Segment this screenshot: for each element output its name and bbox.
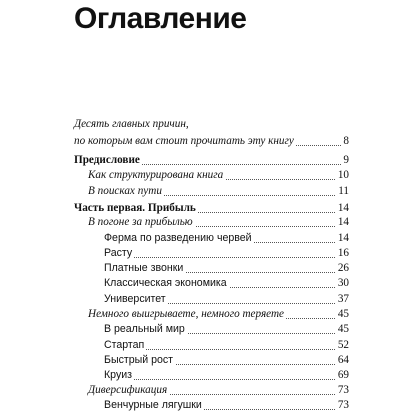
- toc-entry-title: по которым вам стоит прочитать эту книгу: [74, 135, 294, 147]
- toc-entry-title: В реальный мир: [104, 323, 185, 335]
- toc-entry[interactable]: [0, 276, 420, 290]
- toc-page-number: 45: [337, 308, 349, 320]
- toc-entry-title: Классическая экономика: [104, 277, 227, 289]
- toc-page-number: 8: [343, 135, 349, 147]
- toc-entry-title: В поисках пути: [88, 185, 162, 197]
- toc-entry[interactable]: [0, 117, 420, 131]
- toc-entry[interactable]: [0, 338, 420, 352]
- toc-page-number: 30: [337, 277, 349, 289]
- toc-entry-title: Немного выигрываете, немного теряете: [88, 308, 285, 320]
- toc-entry[interactable]: [0, 353, 420, 367]
- toc-entry-title: Стартап: [104, 339, 145, 351]
- toc-page-number: 14: [337, 216, 349, 228]
- toc-entry-title: Круиз: [104, 369, 133, 381]
- toc-entry-title: Десять главных причин,: [74, 118, 189, 130]
- toc-entry[interactable]: [0, 398, 420, 412]
- toc-page-number: 64: [337, 354, 349, 366]
- toc-entry[interactable]: [0, 168, 420, 182]
- toc-page-number: 14: [337, 202, 349, 214]
- toc-entry-title: В погоне за прибылью: [88, 216, 193, 228]
- toc-entry-title: Предисловие: [74, 154, 140, 166]
- toc-page-number: 37: [337, 293, 349, 305]
- toc-entry[interactable]: [0, 153, 420, 167]
- toc-page-number: 14: [337, 232, 349, 244]
- toc-entry-title: Как структурирована книга: [88, 169, 224, 181]
- toc-entry-title: Платные звонки: [104, 262, 184, 274]
- toc-page-number: 10: [337, 169, 349, 181]
- toc-page-number: 69: [337, 369, 349, 381]
- toc-entry-title: Расту: [104, 247, 133, 259]
- toc-page-number: 26: [337, 262, 349, 274]
- toc-entry-title: Быстрый рост: [104, 354, 174, 366]
- toc-page-number: 45: [337, 323, 349, 335]
- dot-leader: [104, 378, 349, 380]
- dot-leader: [104, 256, 349, 258]
- toc-entry[interactable]: [0, 261, 420, 275]
- toc-entry[interactable]: [0, 368, 420, 382]
- toc-entry[interactable]: [0, 307, 420, 321]
- toc-entry[interactable]: [0, 201, 420, 215]
- toc-page-number: 52: [337, 339, 349, 351]
- toc-entry-title: Ферма по разведению червей: [104, 232, 252, 244]
- toc-page-number: 73: [337, 384, 349, 396]
- toc-entry[interactable]: [0, 215, 420, 229]
- toc-entry-title: Диверсификация: [88, 384, 168, 396]
- toc-entry[interactable]: [0, 322, 420, 336]
- toc-entry-title: Часть первая. Прибыль: [74, 202, 196, 214]
- toc-page-number: 9: [343, 154, 349, 166]
- toc-entry[interactable]: [0, 292, 420, 306]
- toc-entry-title: Венчурные лягушки: [104, 399, 202, 411]
- toc-page-number: 16: [337, 247, 349, 259]
- page-title: Оглавление: [74, 2, 247, 35]
- toc-entry[interactable]: [0, 383, 420, 397]
- toc-entry[interactable]: [0, 134, 420, 148]
- toc-page-number: 73: [337, 399, 349, 411]
- toc-entry-title: Университет: [104, 293, 166, 305]
- toc-entry[interactable]: [0, 246, 420, 260]
- toc-entry[interactable]: [0, 231, 420, 245]
- toc-entry[interactable]: [0, 184, 420, 198]
- toc-page-number: 11: [338, 185, 349, 197]
